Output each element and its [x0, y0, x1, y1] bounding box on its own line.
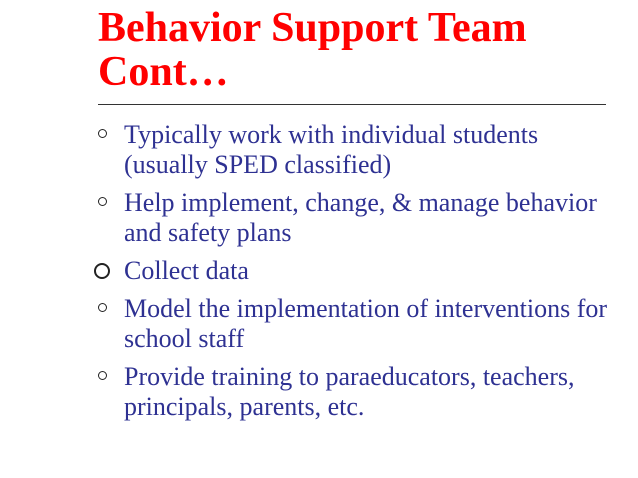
bullet-text: Help implement, change, & manage behavior and safety plans [124, 188, 597, 247]
circle-bullet-icon [98, 197, 107, 206]
title-divider [98, 104, 606, 105]
bullet-text: Typically work with individual students (usually SPED classified) [124, 120, 539, 179]
bullet-item [92, 362, 612, 422]
bullet-item [92, 256, 612, 286]
bullet-text: Model the implementation of interventions for school staff [124, 294, 608, 353]
slide-title: Behavior Support Team Cont… [98, 5, 527, 95]
bullet-item [92, 188, 612, 248]
bullet-item [92, 294, 612, 354]
circle-bullet-icon [98, 303, 107, 312]
bullet-list [92, 120, 612, 430]
bullet-item [92, 120, 612, 180]
large-circle-bullet-icon [94, 263, 110, 279]
circle-bullet-icon [98, 371, 107, 380]
circle-bullet-icon [98, 129, 107, 138]
bullet-text: Collect data [124, 256, 249, 285]
bullet-text: Provide training to paraeducators, teachers, principals, parents, etc. [124, 362, 575, 421]
